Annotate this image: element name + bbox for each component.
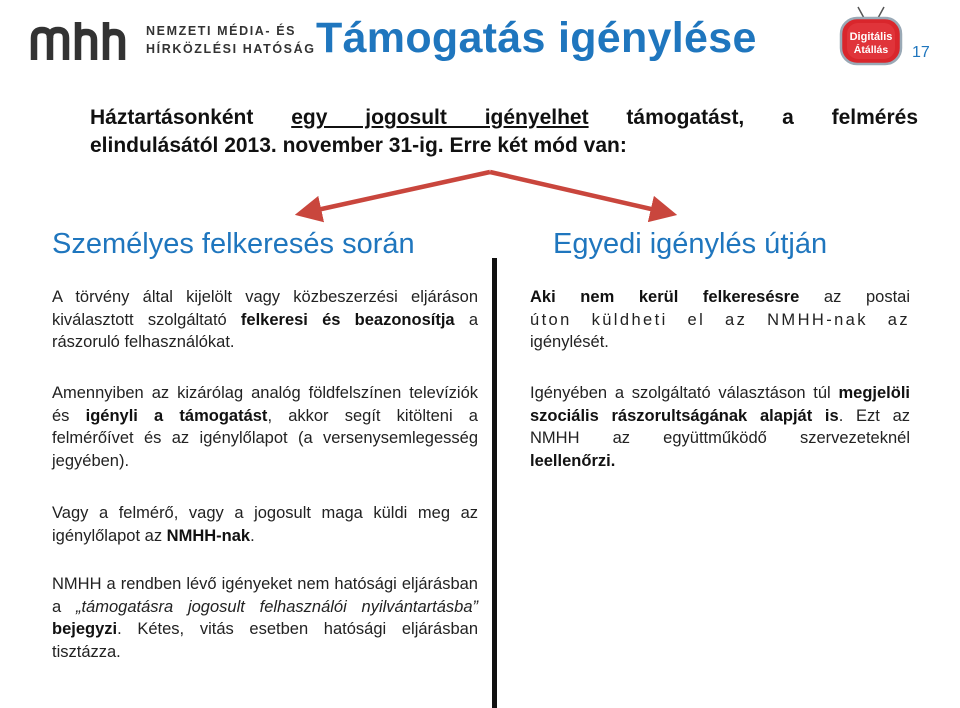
arrow-right-icon <box>490 172 664 212</box>
intro-text <box>90 104 918 160</box>
left-paragraph-1 <box>52 286 478 354</box>
right-paragraph-2 <box>530 382 910 472</box>
lp3-bold: NMHH-nak <box>166 526 251 545</box>
lp1-text-c: a rászoruló felhasználókat. <box>52 310 478 351</box>
nmhh-logo-mark <box>30 18 140 62</box>
column-divider <box>492 258 497 708</box>
rp2-text-a: Igényében a szolgáltató választáson túl <box>530 384 839 402</box>
lp1-text-a: A törvény által kijelölt vagy közbeszerzési eljáráson kiválasztott szolgáltató <box>52 288 478 329</box>
rp2-bold-2: leellenőrzi. <box>530 451 616 470</box>
right-paragraph-1 <box>530 286 910 354</box>
intro-part2: támogatást, a felmérés <box>588 106 918 129</box>
rp1-line3: igénylését. <box>530 333 609 351</box>
rp2-text-c: . Ezt az NMHH az együttműködő szervezeteknél <box>530 406 910 447</box>
badge-text-2: Átállás <box>853 44 889 56</box>
rp1-text-a: az postai <box>799 288 910 306</box>
rp1-bold: Aki nem kerül felkeresésre <box>530 288 800 306</box>
lp4-text-c: . Kétes, vitás esetben hatósági eljárásban tisztázza. <box>52 620 478 661</box>
lp3-text-c: . <box>250 526 255 545</box>
intro-line2: elindulásától 2013. november 31-ig. Erre két mód van: <box>90 134 627 157</box>
lp1-bold: felkeresi és beazonosítja <box>240 310 455 329</box>
left-paragraph-4 <box>52 573 478 663</box>
rp2-bold: megjelöli szociális rászorultságának alapját is <box>530 384 910 425</box>
digitalis-atallas-badge <box>838 6 904 68</box>
intro-part1: Háztartásonként <box>90 106 292 129</box>
right-column-heading: Egyedi igénylés útján <box>553 228 828 260</box>
arrow-left-icon <box>308 172 490 212</box>
rp1-line1 <box>530 286 910 309</box>
intro-underlined: egy jogosult igényelhet <box>291 106 589 129</box>
page-title: Támogatás igénylése <box>316 14 757 62</box>
logo-text-line1: NEMZETI MÉDIA- ÉS <box>146 24 297 38</box>
left-column-heading: Személyes felkeresés során <box>52 228 415 260</box>
lp4-bold: bejegyzi <box>52 620 118 638</box>
left-paragraph-2 <box>52 382 478 472</box>
rp1-line2: úton küldheti el az NMHH-nak az <box>530 310 910 329</box>
lp3-text-a: Vagy a felmérő, vagy a jogosult maga küldi meg az igénylőlapot az <box>52 504 478 545</box>
lp2-bold: igényli a támogatást <box>85 406 268 425</box>
nmhh-logo <box>30 18 316 64</box>
lp4-italic: „támogatásra jogosult felhasználói nyilvántartásba” <box>75 597 479 616</box>
lp2-text-a: Amennyiben az kizárólag analóg földfelszínen televíziók és <box>52 384 478 425</box>
left-paragraph-3 <box>52 502 478 547</box>
intro-line1 <box>90 104 918 132</box>
page-number: 17 <box>912 44 930 61</box>
logo-text-line2: HÍRKÖZLÉSI HATÓSÁG <box>146 42 316 56</box>
badge-text-1: Digitális <box>849 31 893 43</box>
lp4-text-a: NMHH a rendben lévő igényeket nem hatósági eljárásban a <box>52 575 478 616</box>
lp2-text-c: , akkor segít kitölteni a felmérőívet és az igénylőlapot (a versenysemlegesség jegyében). <box>52 406 478 470</box>
